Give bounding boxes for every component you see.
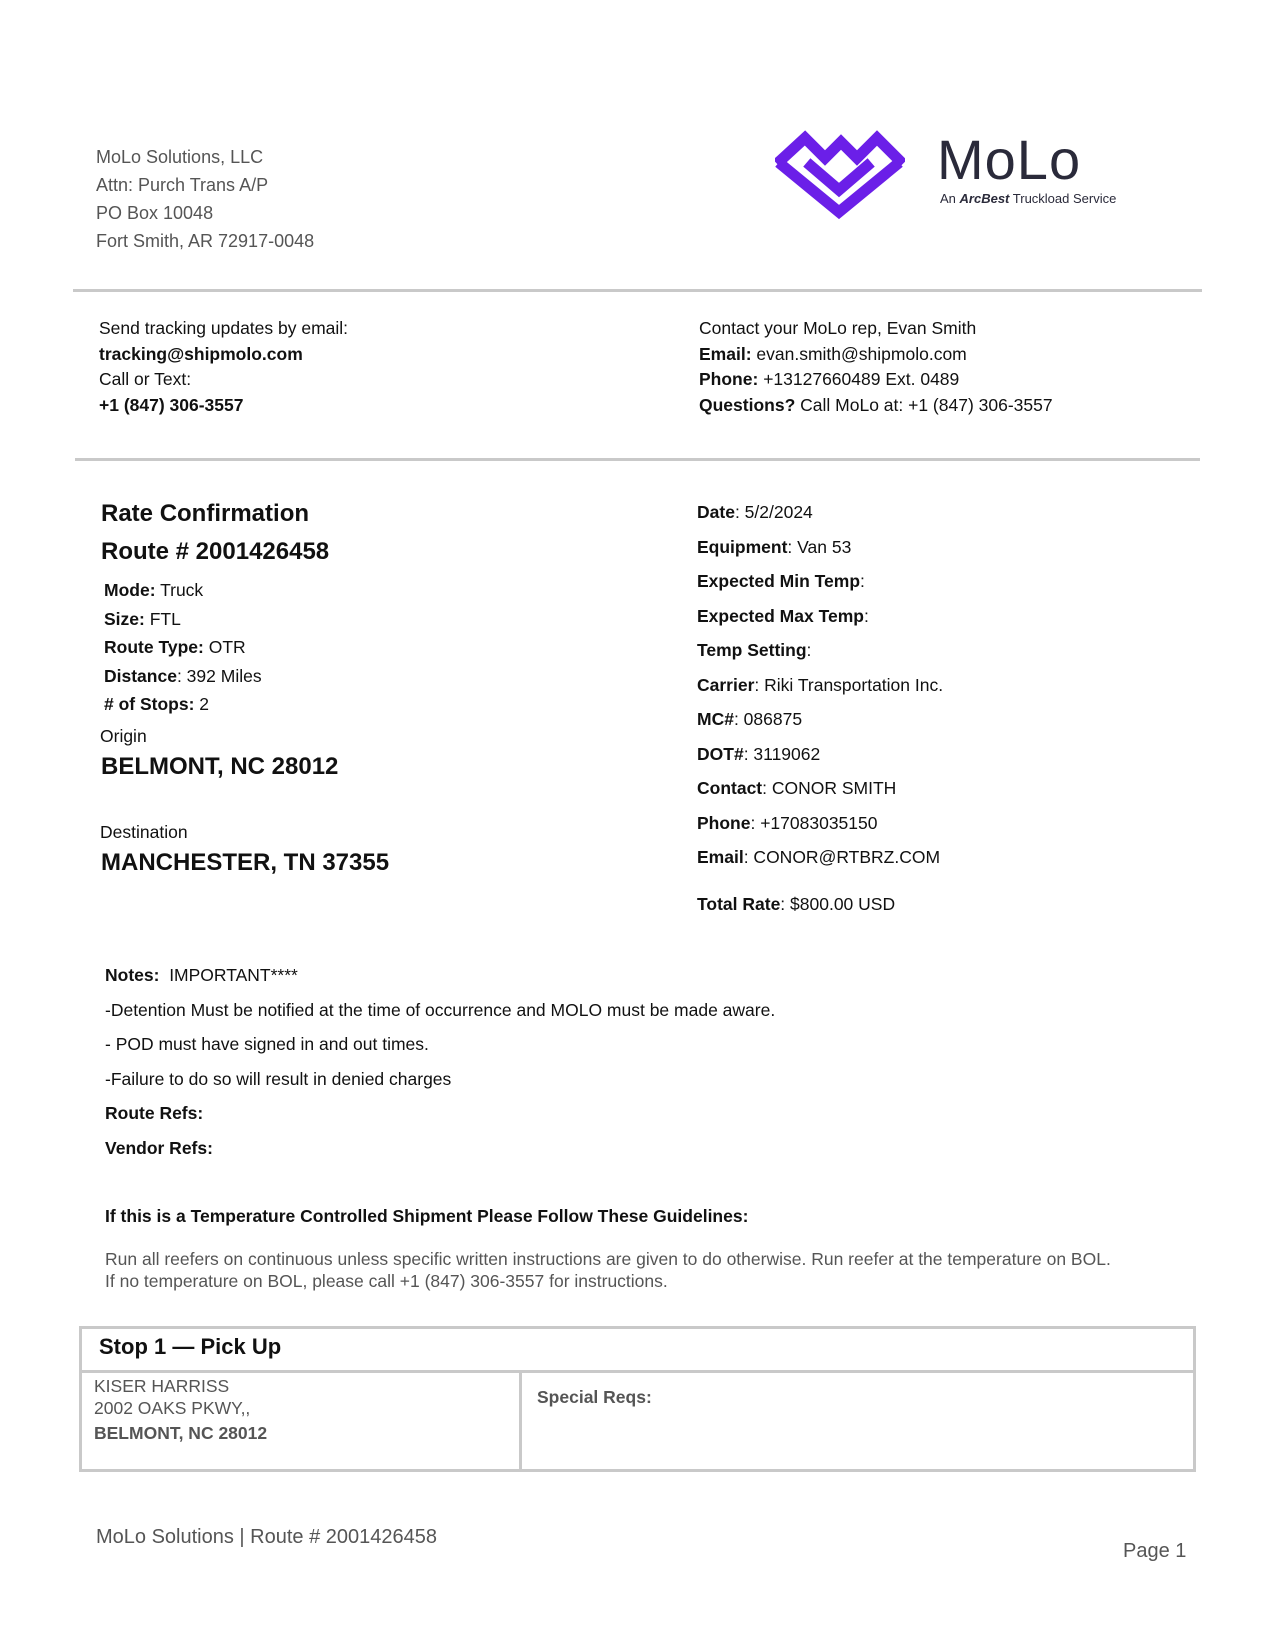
logo-tagline-brand: ArcBest <box>959 191 1010 206</box>
tracking-line: Call or Text: <box>99 369 192 389</box>
detail-email: Email: CONOR@RTBRZ.COM <box>697 847 941 867</box>
detail-phone: Phone: +17083035150 <box>697 812 878 833</box>
stop-table <box>79 1326 1196 1472</box>
stop-heading: Stop 1 — Pick Up <box>81 1328 1195 1372</box>
notes-line: -Failure to do so will result in denied charges <box>105 1068 452 1089</box>
notes-header: Notes: IMPORTANT**** <box>105 965 298 985</box>
stop-name: KISER HARRISS <box>94 1376 230 1396</box>
origin-label: Origin <box>100 726 147 746</box>
total-rate: Total Rate: $800.00 USD <box>697 894 896 914</box>
shipment-fields <box>104 576 262 719</box>
notes-line: -Detention Must be notified at the time of occurrence and MOLO must be made aware. <box>105 999 776 1020</box>
detail-max-temp: Expected Max Temp: <box>697 605 869 626</box>
field-distance: Distance: 392 Miles <box>104 665 262 686</box>
destination-city: MANCHESTER, TN 37355 <box>101 849 390 876</box>
rep-email-value: evan.smith@shipmolo.com <box>756 343 967 364</box>
molo-logo <box>775 127 1155 222</box>
logo-tagline-suffix: Truckload Service <box>1012 191 1117 206</box>
page-number: Page 1 <box>1123 1540 1187 1562</box>
tracking-info <box>99 316 348 418</box>
field-mode: Mode: Truck <box>104 580 204 600</box>
rep-questions-label: Questions? <box>699 394 796 415</box>
guidelines-line: Run all reefers on continuous unless specific written instructions are given to do otherwise. Run reefer at the temperature on BOL. <box>105 1249 1111 1269</box>
stop-city: BELMONT, NC 28012 <box>94 1423 268 1443</box>
address-line: PO Box 10048 <box>96 203 214 223</box>
molo-logo-icon <box>775 130 905 220</box>
destination-label: Destination <box>100 822 188 842</box>
guidelines-line: If no temperature on BOL, please call +1 (847) 306-3557 for instructions. <box>105 1271 668 1291</box>
footer-route: MoLo Solutions | Route # 2001426458 <box>96 1526 438 1548</box>
route-number: Route # 2001426458 <box>101 538 330 565</box>
detail-contact: Contact: CONOR SMITH <box>697 778 897 798</box>
guidelines-heading: If this is a Temperature Controlled Shipment Please Follow These Guidelines: <box>105 1206 749 1226</box>
rep-questions <box>699 393 1053 419</box>
detail-mc: MC#: 086875 <box>697 709 803 729</box>
detail-dot: DOT#: 3119062 <box>697 743 821 764</box>
detail-min-temp: Expected Min Temp: <box>697 571 865 591</box>
field-stops: # of Stops: 2 <box>104 694 210 714</box>
rep-info <box>699 316 1053 418</box>
notes-line: - POD must have signed in and out times. <box>105 1034 429 1054</box>
rep-email-label: Email: <box>699 343 752 364</box>
guidelines-text <box>105 1248 1205 1292</box>
logo-tagline <box>940 191 1116 206</box>
rep-questions-value: Call MoLo at: +1 (847) 306-3557 <box>800 394 1053 415</box>
logo-wordmark: MoLo <box>937 128 1082 191</box>
rep-phone-value: +13127660489 Ext. 0489 <box>763 369 960 389</box>
origin-city: BELMONT, NC 28012 <box>101 753 339 780</box>
tracking-line: Send tracking updates by email: <box>99 318 349 338</box>
address-line: Fort Smith, AR 72917-0048 <box>96 231 315 251</box>
tracking-email: tracking@shipmolo.com <box>99 343 303 364</box>
divider <box>73 289 1202 292</box>
tracking-phone: +1 (847) 306-3557 <box>99 394 244 415</box>
special-reqs-label: Special Reqs: <box>521 1372 1195 1471</box>
stop-street: 2002 OAKS PKWY,, <box>94 1398 251 1418</box>
doc-title: Rate Confirmation <box>101 500 310 527</box>
detail-carrier: Carrier: Riki Transportation Inc. <box>697 674 944 695</box>
rep-phone <box>699 367 1053 393</box>
detail-date: Date: 5/2/2024 <box>697 502 813 522</box>
stop-address <box>81 1372 521 1471</box>
address-line: Attn: Purch Trans A/P <box>96 175 269 195</box>
company-address <box>96 143 314 255</box>
rep-email <box>699 342 1053 368</box>
detail-temp-setting: Temp Setting: <box>697 640 812 660</box>
notes-section <box>105 958 775 1165</box>
field-size: Size: FTL <box>104 608 181 629</box>
route-refs-label: Route Refs: <box>105 1103 204 1123</box>
logo-tagline-prefix: An <box>940 191 956 206</box>
carrier-details <box>697 495 943 875</box>
vendor-refs-label: Vendor Refs: <box>105 1137 213 1158</box>
field-route-type: Route Type: OTR <box>104 637 246 657</box>
rep-phone-label: Phone: <box>699 369 759 389</box>
divider <box>75 458 1200 461</box>
address-line: MoLo Solutions, LLC <box>96 147 264 167</box>
rep-line: Contact your MoLo rep, Evan Smith <box>699 318 977 338</box>
detail-equipment: Equipment: Van 53 <box>697 536 852 557</box>
